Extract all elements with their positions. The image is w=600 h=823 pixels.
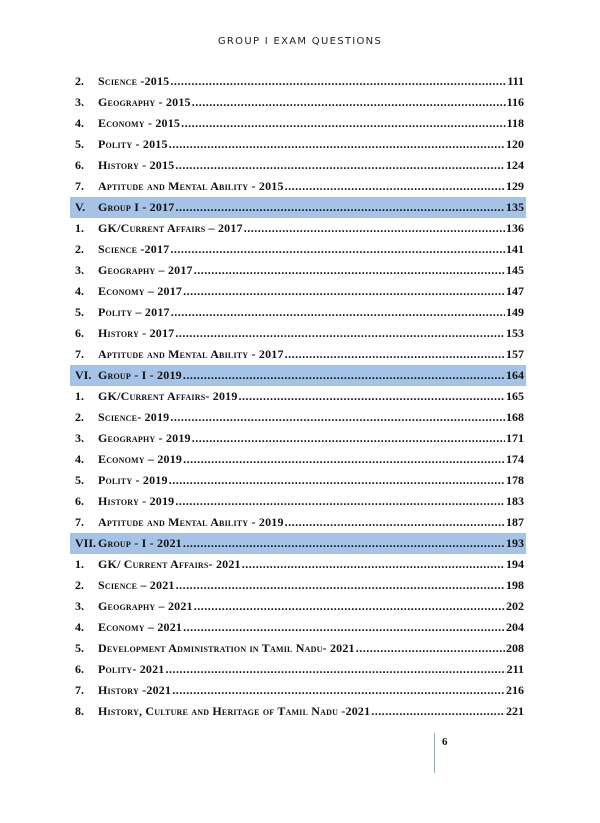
toc-entry-page: 198 bbox=[506, 578, 524, 592]
toc-entry-title: Science- 2019 bbox=[98, 410, 170, 424]
toc-entry-page: 216 bbox=[506, 683, 524, 697]
toc-entry-number: 5. bbox=[75, 137, 84, 151]
toc-entry-row[interactable] bbox=[70, 260, 526, 281]
toc-dot-leader bbox=[166, 662, 506, 677]
toc-entry-page: 153 bbox=[506, 326, 524, 340]
toc-entry-page: 171 bbox=[506, 431, 524, 445]
toc-dot-leader bbox=[170, 242, 505, 257]
toc-entry-number: 2. bbox=[75, 242, 84, 256]
toc-entry-page: 193 bbox=[506, 536, 524, 550]
toc-entry-row[interactable] bbox=[70, 323, 526, 344]
table-of-contents bbox=[70, 71, 526, 722]
toc-dot-leader bbox=[170, 74, 506, 89]
toc-entry-row[interactable] bbox=[70, 134, 526, 155]
toc-entry-number: 3. bbox=[75, 431, 84, 445]
toc-entry-number: 8. bbox=[75, 704, 84, 718]
toc-entry-row[interactable] bbox=[70, 554, 526, 575]
toc-dot-leader bbox=[194, 599, 505, 614]
toc-entry-row[interactable] bbox=[70, 659, 526, 680]
toc-entry-title: Geography – 2021 bbox=[98, 599, 193, 613]
toc-entry-page: 202 bbox=[506, 599, 524, 613]
toc-dot-leader bbox=[285, 179, 505, 194]
toc-entry-page: 187 bbox=[506, 515, 524, 529]
toc-entry-title: History - 2015 bbox=[98, 158, 175, 172]
toc-entry-title: Aptitude and Mental Ability - 2017 bbox=[98, 347, 284, 361]
toc-entry-row[interactable] bbox=[70, 239, 526, 260]
toc-entry-title: Economy – 2017 bbox=[98, 284, 183, 298]
toc-entry-number: 7. bbox=[75, 179, 84, 193]
toc-entry-number: 6. bbox=[75, 158, 84, 172]
toc-entry-page: 111 bbox=[507, 74, 524, 88]
toc-entry-title: Economy - 2015 bbox=[98, 116, 181, 130]
toc-dot-leader bbox=[183, 536, 505, 551]
toc-entry-title: Science -2015 bbox=[98, 74, 170, 88]
toc-entry-number: V. bbox=[75, 200, 86, 214]
toc-entry-title: Economy – 2019 bbox=[98, 452, 183, 466]
toc-entry-number: VI. bbox=[75, 368, 92, 382]
toc-entry-title: Science – 2021 bbox=[98, 578, 175, 592]
toc-dot-leader bbox=[175, 158, 505, 173]
toc-section-row[interactable] bbox=[70, 365, 526, 386]
toc-entry-page: 221 bbox=[506, 704, 524, 718]
toc-dot-leader bbox=[285, 347, 505, 362]
toc-entry-row[interactable] bbox=[70, 302, 526, 323]
toc-entry-row[interactable] bbox=[70, 575, 526, 596]
toc-entry-page: 168 bbox=[506, 410, 524, 424]
toc-entry-number: 2. bbox=[75, 578, 84, 592]
toc-dot-leader bbox=[356, 641, 505, 656]
toc-entry-page: 174 bbox=[506, 452, 524, 466]
toc-entry-number: 5. bbox=[75, 305, 84, 319]
toc-entry-row[interactable] bbox=[70, 491, 526, 512]
toc-dot-leader bbox=[192, 431, 505, 446]
toc-entry-number: 5. bbox=[75, 641, 84, 655]
toc-entry-page: 165 bbox=[506, 389, 524, 403]
toc-entry-title: Economy – 2021 bbox=[98, 620, 183, 634]
toc-entry-row[interactable] bbox=[70, 71, 526, 92]
toc-entry-row[interactable] bbox=[70, 596, 526, 617]
toc-entry-page: 129 bbox=[506, 179, 524, 193]
toc-entry-page: 164 bbox=[506, 368, 524, 382]
toc-entry-title: Aptitude and Mental Ability - 2015 bbox=[98, 179, 284, 193]
page-number: 6 bbox=[442, 736, 448, 748]
toc-entry-number: 2. bbox=[75, 74, 84, 88]
toc-entry-page: 118 bbox=[506, 116, 524, 130]
toc-entry-number: 6. bbox=[75, 326, 84, 340]
toc-entry-title: Polity – 2017 bbox=[98, 305, 170, 319]
toc-entry-number: 7. bbox=[75, 515, 84, 529]
toc-entry-row[interactable] bbox=[70, 155, 526, 176]
toc-entry-page: 135 bbox=[506, 200, 524, 214]
toc-entry-page: 149 bbox=[506, 305, 524, 319]
toc-entry-row[interactable] bbox=[70, 113, 526, 134]
toc-entry-number: 3. bbox=[75, 95, 84, 109]
toc-entry-row[interactable] bbox=[70, 176, 526, 197]
toc-entry-number: 1. bbox=[75, 389, 84, 403]
toc-entry-number: 6. bbox=[75, 494, 84, 508]
toc-dot-leader bbox=[183, 620, 505, 635]
toc-entry-row[interactable] bbox=[70, 281, 526, 302]
toc-entry-page: 141 bbox=[506, 242, 524, 256]
toc-section-row[interactable] bbox=[70, 197, 526, 218]
toc-entry-title: Science -2017 bbox=[98, 242, 170, 256]
page-header: GROUP I EXAM QUESTIONS bbox=[217, 36, 383, 47]
toc-entry-page: 157 bbox=[506, 347, 524, 361]
toc-dot-leader bbox=[169, 137, 505, 152]
toc-entry-page: 178 bbox=[506, 473, 524, 487]
toc-entry-page: 120 bbox=[506, 137, 524, 151]
toc-dot-leader bbox=[169, 473, 505, 488]
toc-entry-page: 183 bbox=[506, 494, 524, 508]
toc-entry-row[interactable] bbox=[70, 638, 526, 659]
toc-entry-title: Aptitude and Mental Ability - 2019 bbox=[98, 515, 284, 529]
toc-dot-leader bbox=[183, 368, 505, 383]
toc-entry-number: VII. bbox=[75, 536, 97, 550]
toc-entry-number: 1. bbox=[75, 221, 84, 235]
toc-dot-leader bbox=[176, 578, 505, 593]
toc-entry-page: 204 bbox=[506, 620, 524, 634]
toc-dot-leader bbox=[183, 284, 505, 299]
toc-entry-title: History - 2019 bbox=[98, 494, 175, 508]
toc-entry-title: GK/Current Affairs- 2019 bbox=[98, 389, 238, 403]
toc-entry-number: 4. bbox=[75, 620, 84, 634]
toc-entry-number: 5. bbox=[75, 473, 84, 487]
toc-dot-leader bbox=[371, 704, 505, 719]
toc-entry-row[interactable] bbox=[70, 617, 526, 638]
toc-entry-page: 145 bbox=[506, 263, 524, 277]
toc-entry-page: 194 bbox=[506, 557, 524, 571]
toc-entry-row[interactable] bbox=[70, 470, 526, 491]
toc-entry-row[interactable] bbox=[70, 680, 526, 701]
toc-entry-title: History - 2017 bbox=[98, 326, 175, 340]
toc-entry-title: Polity- 2021 bbox=[98, 662, 165, 676]
toc-dot-leader bbox=[244, 221, 505, 236]
toc-dot-leader bbox=[170, 410, 505, 425]
toc-dot-leader bbox=[239, 389, 505, 404]
toc-dot-leader bbox=[183, 452, 505, 467]
toc-entry-row[interactable] bbox=[70, 407, 526, 428]
footer-divider bbox=[434, 733, 435, 773]
toc-entry-title: Polity - 2015 bbox=[98, 137, 168, 151]
toc-entry-number: 1. bbox=[75, 557, 84, 571]
toc-entry-number: 4. bbox=[75, 116, 84, 130]
toc-dot-leader bbox=[194, 263, 505, 278]
toc-entry-row[interactable] bbox=[70, 386, 526, 407]
toc-entry-number: 2. bbox=[75, 410, 84, 424]
toc-entry-page: 124 bbox=[506, 158, 524, 172]
toc-entry-title: Group - I - 2021 bbox=[98, 536, 182, 550]
toc-entry-row[interactable] bbox=[70, 701, 526, 722]
toc-dot-leader bbox=[175, 200, 505, 215]
toc-dot-leader bbox=[175, 326, 505, 341]
toc-entry-title: Geography - 2019 bbox=[98, 431, 191, 445]
toc-entry-title: History -2021 bbox=[98, 683, 172, 697]
toc-section-row[interactable] bbox=[70, 533, 526, 554]
toc-entry-row[interactable] bbox=[70, 449, 526, 470]
toc-entry-row[interactable] bbox=[70, 92, 526, 113]
toc-entry-row[interactable] bbox=[70, 512, 526, 533]
toc-entry-number: 3. bbox=[75, 263, 84, 277]
toc-entry-title: GK/ Current Affairs- 2021 bbox=[98, 557, 241, 571]
toc-entry-number: 4. bbox=[75, 452, 84, 466]
toc-dot-leader bbox=[192, 95, 506, 110]
toc-entry-page: 211 bbox=[506, 662, 524, 676]
toc-entry-title: History, Culture and Heritage of Tamil Nadu -2021 bbox=[98, 704, 371, 718]
toc-entry-title: Geography - 2015 bbox=[98, 95, 191, 109]
toc-dot-leader bbox=[181, 116, 506, 131]
toc-entry-title: Development Administration in Tamil Nadu- 2021 bbox=[98, 641, 355, 655]
toc-entry-title: Group I - 2017 bbox=[98, 200, 175, 214]
toc-dot-leader bbox=[171, 305, 505, 320]
toc-entry-number: 7. bbox=[75, 347, 84, 361]
toc-dot-leader bbox=[242, 557, 505, 572]
toc-entry-title: Geography – 2017 bbox=[98, 263, 193, 277]
toc-entry-title: Group - I - 2019 bbox=[98, 368, 182, 382]
toc-entry-row[interactable] bbox=[70, 344, 526, 365]
toc-entry-number: 6. bbox=[75, 662, 84, 676]
toc-entry-page: 116 bbox=[506, 95, 524, 109]
toc-entry-number: 7. bbox=[75, 683, 84, 697]
toc-entry-number: 3. bbox=[75, 599, 84, 613]
toc-dot-leader bbox=[285, 515, 505, 530]
toc-dot-leader bbox=[175, 494, 505, 509]
toc-entry-row[interactable] bbox=[70, 428, 526, 449]
toc-entry-page: 136 bbox=[506, 221, 524, 235]
toc-entry-title: GK/Current Affairs – 2017 bbox=[98, 221, 243, 235]
toc-dot-leader bbox=[172, 683, 505, 698]
toc-entry-page: 147 bbox=[506, 284, 524, 298]
toc-entry-number: 4. bbox=[75, 284, 84, 298]
toc-entry-page: 208 bbox=[506, 641, 524, 655]
toc-entry-row[interactable] bbox=[70, 218, 526, 239]
toc-entry-title: Polity - 2019 bbox=[98, 473, 168, 487]
